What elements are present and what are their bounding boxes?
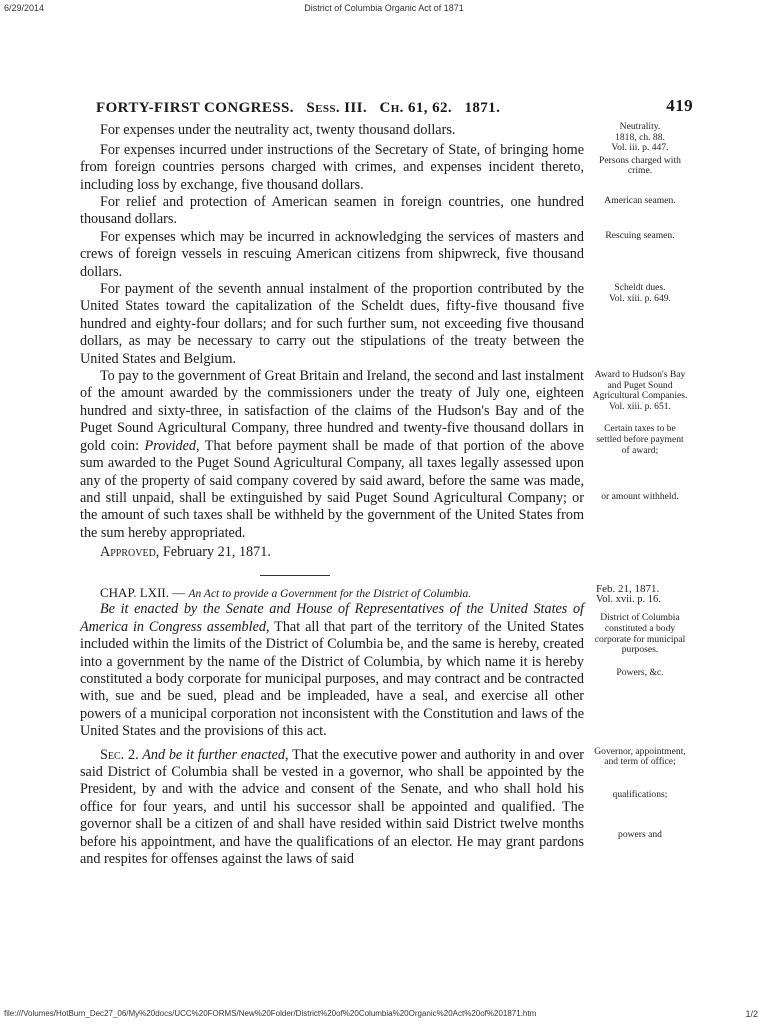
running-head-text: FORTY-FIRST CONGRESS. Sess. III. Ch. 61, 62. 1871.	[96, 100, 501, 116]
browser-print-footer	[0, 1009, 768, 1023]
sidenote-date: Feb. 21, 1871. Vol. xvii. p. 16.	[596, 583, 661, 605]
section-enactment	[80, 601, 690, 740]
sidenote-neutrality: Neutrality. 1818, ch. 88. Vol. iii. p. 447.	[611, 121, 669, 154]
chapter-label: CHAP. LXII. —	[100, 585, 189, 601]
document-title: District of Columbia Organic Act of 1871	[304, 3, 464, 13]
browser-print-header	[0, 3, 768, 17]
page-indicator: 1/2	[745, 1009, 758, 1019]
statute-page	[80, 96, 693, 868]
paragraph-seamen: For relief and protection of American seamen in foreign countries, one hundred thousand dollars.	[80, 194, 584, 228]
sidenote-scheldt: Scheldt dues. Vol. xiii. p. 649.	[609, 282, 671, 304]
paragraph-section-2: Sec. 2. And be it further enacted, That the executive power and authority in and over said District of Columbia shall be vested in a governor, who shall be appointed by the President, by and with the advice and consent of the Senate, and who shall hold his office for four years, and until his successor shall be appointed and qualified. The governor shall be a citizen of and shall have resided within said District twelve months before his appointment, and have the qualifications of an elector. He may grant pardons and respites for offenses against the laws of said	[80, 746, 584, 867]
section-persons	[80, 142, 690, 194]
sidenote-rescuing: Rescuing seamen.	[605, 229, 675, 241]
chapter-title: An Act to provide a Government for the District of Columbia.	[188, 588, 472, 601]
running-head	[80, 96, 693, 122]
paragraph-neutrality: For expenses under the neutrality act, twenty thousand dollars.	[100, 122, 456, 138]
section-seamen	[80, 194, 690, 229]
paragraph-scheldt: For payment of the seventh annual instalment of the proportion contributed by the United States toward the capitalization of the Scheldt dues, fifty-five thousand five hundred and eighty-four dollars; and for such further sum, not exceeding five thousand dollars, as may be necessary to carry out the stipulations of the treaty between the United States and Belgium.	[80, 281, 584, 367]
provided-keyword: Provided,	[144, 437, 200, 454]
section-divider	[260, 575, 330, 576]
section-award	[80, 368, 690, 542]
sidenote-seamen: American seamen.	[604, 195, 676, 206]
paragraph-rescuing: For expenses which may be incurred in acknowledging the services of masters and crews of foreign vessels in rescuing American citizens from shipwreck, five thousand dollars.	[80, 228, 584, 280]
sidenote-persons: Persons charged with crime.	[599, 154, 681, 177]
sidenote-governor: Governor, appointment, and term of office; qualifications; powers and	[594, 745, 686, 841]
page-number: 419	[666, 96, 693, 115]
section-scheldt	[80, 281, 690, 368]
approved-line: Approved, February 21, 1871.	[100, 544, 271, 561]
file-url: file:///Volumes/HotBurn_Dec27_06/My%20docs/UCC%20FORMS/New%20Folder/District%20of%20Columbia%20Organic%20Act%20of%201871.htm	[4, 1009, 537, 1018]
print-date: 6/29/2014	[4, 3, 45, 13]
section-rescuing	[80, 229, 690, 281]
sidenote-district: District of Columbia constituted a body corporate for municipal purposes. Powers, &c.	[594, 612, 686, 678]
paragraph-award: To pay to the government of Great Britain and Ireland, the second and last instalment of the amount awarded by the commissioners under the treaty of July one, eighteen hundred and sixty-three, in satisfaction of the claims of the Hudson's Bay and of the Puget Sound Agricultural Company, three hundred and twenty-five thousand dollars in gold coin: Provided, That before payment shall be made of that portion of the above sum awarded to the Puget Sound Agricultural Company, all taxes legally assessed upon any of the property of said company covered by said award, before the same was made, and still unpaid, shall be extinguished by said Puget Sound Agricultural Company; or the amount of such taxes shall be withheld by the government of the United States from the sum hereby appropriated.	[80, 368, 584, 541]
paragraph-enactment: Be it enacted by the Senate and House of Representatives of the United States of America in Congress assembled, That all that part of the territory of the United States included within the limits of the District of Columbia be, and the same is hereby, created into a government by the name of the District of Columbia, by which name it is hereby constituted a body corporate for municipal purposes, and may contract and be contracted with, sue and be sued, plead and be impleaded, have a seal, and exercise all other powers of a municipal corporation not inconsistent with the Constitution and laws of the United States and the provisions of this act.	[80, 601, 584, 740]
section-2	[80, 747, 690, 869]
sidenote-award: Award to Hudson's Bay and Puget Sound Agricultural Companies. Vol. xiii. p. 651. Certain taxes to be settled before payment of award; or amount withheld.	[592, 369, 688, 503]
paragraph-persons: For expenses incurred under instructions of the Secretary of State, of bringing home from foreign countries persons charged with crimes, and expenses incident thereto, including loss by exchange, five thousand dollars.	[80, 141, 584, 193]
